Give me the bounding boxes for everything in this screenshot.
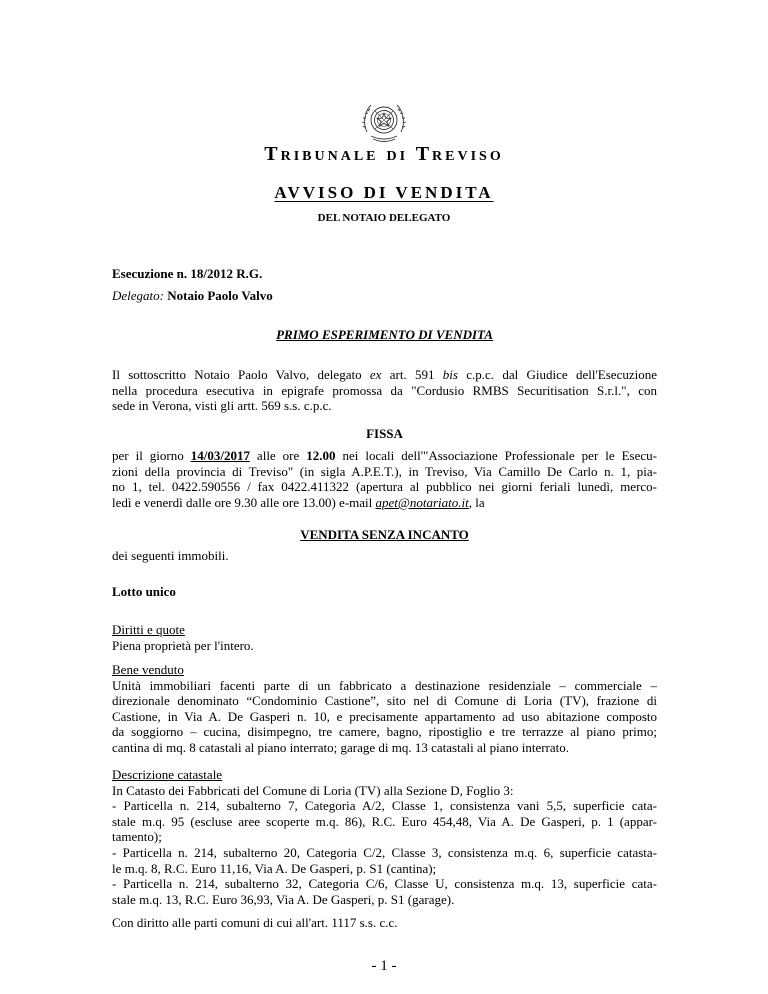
lot-label: Lotto unico	[112, 584, 176, 599]
auction-time: 12.00	[306, 448, 336, 463]
auction-date: 14/03/2017	[190, 448, 250, 463]
asset-section	[112, 662, 657, 756]
asset-line: direzionale denominato “Condominio Castione”, sito nel di Comune di Loria (TV), frazione di	[112, 693, 657, 709]
email-link[interactable]: apet@notariato.it	[375, 494, 469, 510]
cadastral-line: - Particella n. 214, subalterno 20, Categoria C/2, Classe 3, consistenza m.q. 6, superficie catasta-	[112, 844, 657, 860]
cadastral-line: tamento);	[112, 829, 162, 845]
cadastral-section	[112, 767, 657, 907]
asset-heading: Bene venduto	[112, 662, 184, 677]
cadastral-line: le m.q. 8, R.C. Euro 11,16, Via A. De Gasperi, p. S1 (cantina);	[112, 860, 437, 876]
intro-line-3: sede in Verona, visti gli artt. 569 s.s. c.p.c.	[112, 398, 332, 414]
rights-text: Piena proprietà per l'intero.	[112, 637, 254, 653]
delegate-name: Notaio Paolo Valvo	[167, 288, 273, 303]
cadastral-line: - Particella n. 214, subalterno 32, Categoria C/6, Classe U, consistenza m.q. 13, superficie cata-	[112, 876, 657, 892]
court-title: Tribunale di Treviso	[264, 143, 504, 165]
schedule-line-2: zioni della provincia di Treviso" (in sigla A.P.E.T.), in Treviso, Via Camillo De Carlo n. 1, pia-	[112, 463, 657, 479]
intro-line-1: Il sottoscritto Notaio Paolo Valvo, delegato ex art. 591 bis c.p.c. dal Giudice dell'Esecuzione	[112, 367, 657, 382]
common-parts: Con diritto alle parti comuni di cui all'art. 1117 s.s. c.c.	[112, 915, 398, 930]
cadastral-line: In Catasto dei Fabbricati del Comune di Loria (TV) alla Sezione D, Foglio 3:	[112, 782, 514, 798]
sale-type-heading: VENDITA SENZA INCANTO	[300, 527, 469, 542]
fissa-heading: FISSA	[366, 426, 403, 441]
sale-attempt-heading: PRIMO ESPERIMENTO DI VENDITA	[276, 327, 493, 342]
notice-title-wrap	[0, 183, 768, 203]
cadastral-line: stale m.q. 95 (escluse aree scoperte m.q. 86), R.C. Euro 454,48, Via A. De Gasperi, p. 1 (appar-	[112, 813, 657, 829]
rights-section	[112, 622, 657, 653]
asset-line: Unità immobiliari facenti parte di un fabbricato a destinazione residenziale – commerciale –	[112, 677, 657, 693]
schedule-line-1: per il giorno 14/03/2017 alle ore 12.00 nei locali dell'"Associazione Professionale per le Esecu-	[112, 448, 657, 463]
intro-line-2: nella procedura esecutiva in epigrafe promossa da "Cordusio RMBS Securitisation S.r.l.", con	[112, 382, 657, 398]
schedule-line-4: ledì e venerdì dalle ore 9.30 alle ore 13.00) e-mail apet@notariato.it, la	[112, 494, 485, 510]
intro-paragraph	[112, 367, 657, 414]
notice-subtitle: DEL NOTAIO DELEGATO	[317, 212, 451, 224]
schedule-line-3: no 1, tel. 0422.590556 / fax 0422.411322 (apertura al pubblico nei giorni feriali lunedì, merco-	[112, 479, 657, 495]
cadastral-line: - Particella n. 214, subalterno 7, Categoria A/2, Classe 1, consistenza vani 5,5, superficie cata-	[112, 798, 657, 814]
asset-line: da soggiorno – cucina, disimpegno, tre camere, bagno, ripostiglio e tre terrazze al piano primo;	[112, 724, 657, 740]
delegate-line	[112, 288, 657, 304]
rights-heading: Diritti e quote	[112, 622, 185, 637]
asset-line: Castione, in Via A. De Gasperi n. 10, e precisamente appartamento ad uso abitazione composto	[112, 708, 657, 724]
cadastral-heading: Descrizione catastale	[112, 767, 223, 782]
asset-line: cantina di mq. 8 catastali al piano interrato; garage di mq. 13 catastali al piano interrato.	[112, 739, 569, 755]
properties-intro: dei seguenti immobili.	[112, 548, 229, 563]
delegate-label: Delegato:	[112, 288, 164, 303]
schedule-paragraph	[112, 448, 657, 510]
page-number: - 1 -	[371, 958, 397, 974]
italian-republic-emblem-icon	[359, 96, 409, 146]
cadastral-line: stale m.q. 13, R.C. Euro 36,93, Via A. De Gasperi, p. S1 (garage).	[112, 891, 455, 907]
notice-title: AVVISO DI VENDITA	[274, 183, 494, 202]
execution-number: Esecuzione n. 18/2012 R.G.	[112, 266, 263, 281]
